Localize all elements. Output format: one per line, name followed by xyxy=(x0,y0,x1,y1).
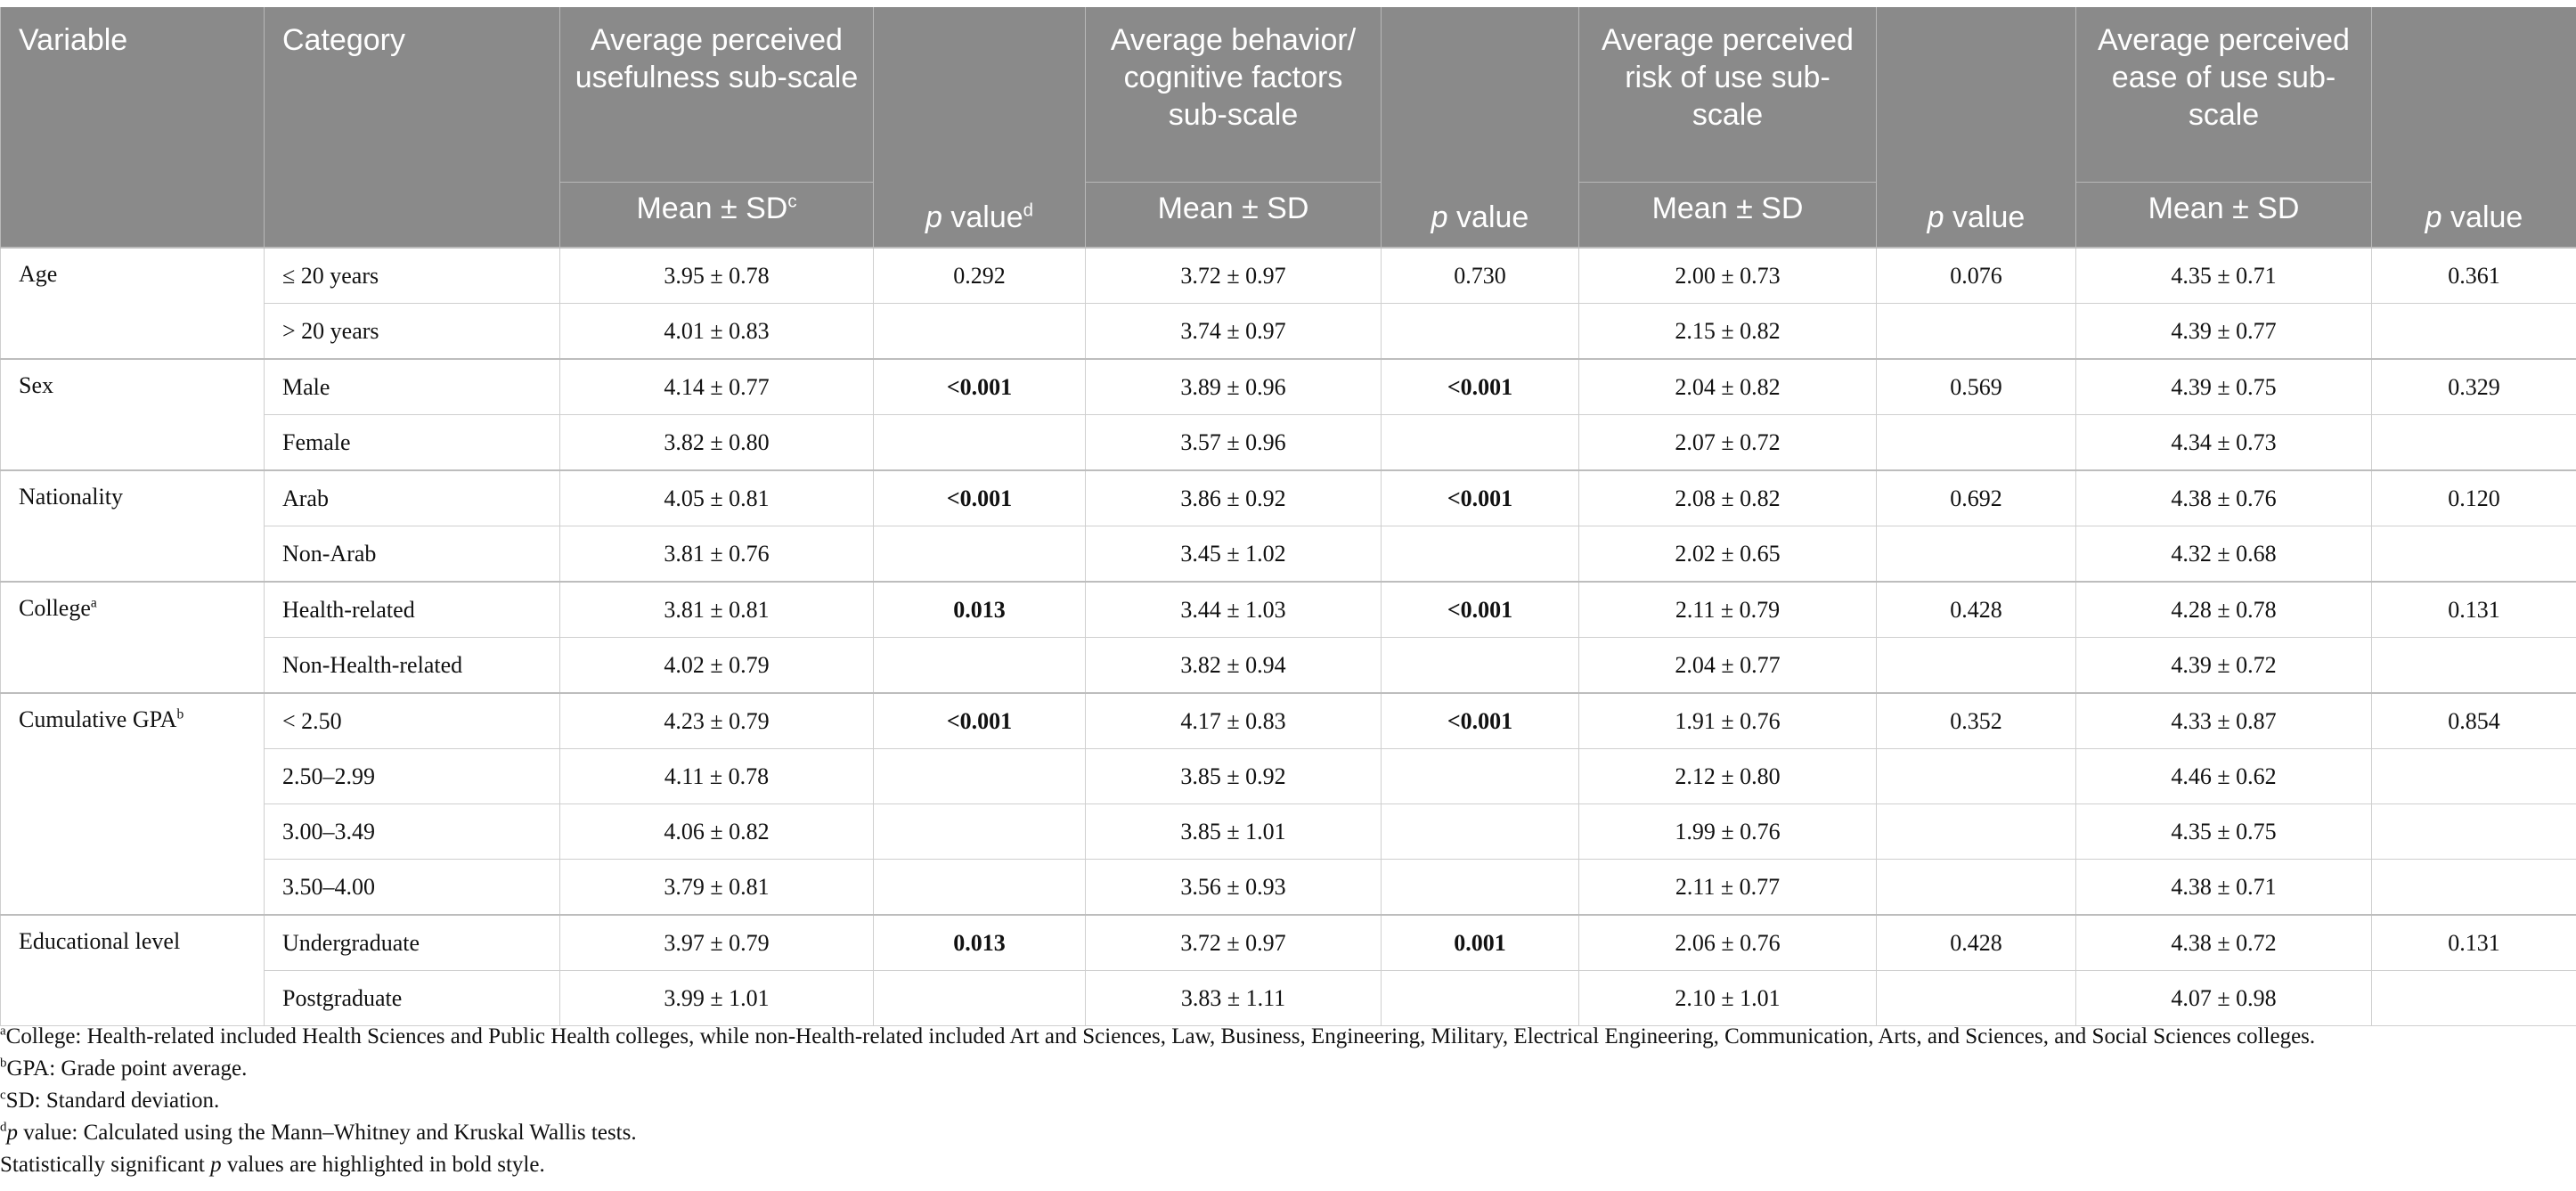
cell-behavior-mean: 3.82 ± 0.94 xyxy=(1086,638,1382,694)
table-row xyxy=(1,304,2576,360)
cell-ease-p: 0.120 xyxy=(2372,470,2576,526)
cell-risk-mean: 2.15 ± 0.82 xyxy=(1579,304,1877,360)
header-p-value-1: p value$^d$ xyxy=(874,7,1086,248)
cell-risk-p: 0.428 xyxy=(1877,582,2076,638)
cell-ease-p: 0.329 xyxy=(2372,359,2576,415)
table-row xyxy=(1,248,2576,304)
table-row xyxy=(1,359,2576,415)
cell-behavior-mean: 3.85 ± 0.92 xyxy=(1086,749,1382,804)
cell-usefulness-mean: 4.02 ± 0.79 xyxy=(560,638,874,694)
cell-usefulness-p: <0.001 xyxy=(874,470,1086,526)
cell-ease-p xyxy=(2372,749,2576,804)
cell-usefulness-p xyxy=(874,860,1086,916)
cell-behavior-mean: 3.89 ± 0.96 xyxy=(1086,359,1382,415)
cell-behavior-p: <0.001 xyxy=(1382,470,1579,526)
cell-variable: Age xyxy=(1,248,265,359)
cell-usefulness-p: 0.292 xyxy=(874,248,1086,304)
cell-ease-mean: 4.38 ± 0.76 xyxy=(2076,470,2372,526)
footnote-significance: Statistically significant p values are highlighted in bold style. xyxy=(0,1153,545,1177)
cell-usefulness-p xyxy=(874,304,1086,360)
cell-behavior-p: <0.001 xyxy=(1382,693,1579,749)
cell-ease-p: 0.131 xyxy=(2372,582,2576,638)
header-group-behavior: Average behavior/ cognitive factors sub-scale xyxy=(1086,7,1382,183)
cell-category: Undergraduate xyxy=(265,915,560,971)
cell-risk-p xyxy=(1877,860,2076,916)
header-p-value-3: p value xyxy=(1877,7,2076,248)
cell-ease-p: 0.131 xyxy=(2372,915,2576,971)
cell-ease-mean: 4.39 ± 0.77 xyxy=(2076,304,2372,360)
cell-variable: Nationality xyxy=(1,470,265,582)
table-row xyxy=(1,638,2576,694)
header-p-value-2: p value xyxy=(1382,7,1579,248)
cell-risk-mean: 2.08 ± 0.82 xyxy=(1579,470,1877,526)
cell-risk-p xyxy=(1877,304,2076,360)
cell-usefulness-p: <0.001 xyxy=(874,359,1086,415)
cell-risk-mean: 2.07 ± 0.72 xyxy=(1579,415,1877,471)
table-row xyxy=(1,582,2576,638)
cell-risk-mean: 2.11 ± 0.79 xyxy=(1579,582,1877,638)
table-body xyxy=(1,248,2576,1026)
cell-behavior-p xyxy=(1382,749,1579,804)
header-mean-sd-4: Mean ± SD xyxy=(2076,183,2372,249)
cell-category: < 2.50 xyxy=(265,693,560,749)
cell-risk-p: 0.352 xyxy=(1877,693,2076,749)
table-row xyxy=(1,415,2576,471)
cell-behavior-p xyxy=(1382,971,1579,1026)
header-variable: Variable xyxy=(1,7,265,248)
cell-behavior-mean: 4.17 ± 0.83 xyxy=(1086,693,1382,749)
cell-risk-p xyxy=(1877,971,2076,1026)
cell-risk-p: 0.569 xyxy=(1877,359,2076,415)
footnotes xyxy=(0,1021,2315,1181)
cell-category: 3.50–4.00 xyxy=(265,860,560,916)
cell-usefulness-mean: 3.95 ± 0.78 xyxy=(560,248,874,304)
cell-ease-p: 0.854 xyxy=(2372,693,2576,749)
cell-category: Male xyxy=(265,359,560,415)
cell-usefulness-mean: 3.79 ± 0.81 xyxy=(560,860,874,916)
cell-behavior-p xyxy=(1382,415,1579,471)
cell-variable: Cumulative GPA$^b$ xyxy=(1,693,265,915)
cell-risk-mean: 2.12 ± 0.80 xyxy=(1579,749,1877,804)
header-p-value-4: p value xyxy=(2372,7,2576,248)
cell-category: > 20 years xyxy=(265,304,560,360)
cell-behavior-mean: 3.57 ± 0.96 xyxy=(1086,415,1382,471)
footnote-b: $^b$GPA: Grade point average. xyxy=(0,1056,248,1081)
cell-risk-mean: 2.10 ± 1.01 xyxy=(1579,971,1877,1026)
cell-usefulness-mean: 4.11 ± 0.78 xyxy=(560,749,874,804)
cell-behavior-mean: 3.45 ± 1.02 xyxy=(1086,526,1382,583)
header-mean-sd-2: Mean ± SD xyxy=(1086,183,1382,249)
cell-behavior-p xyxy=(1382,638,1579,694)
cell-ease-p xyxy=(2372,860,2576,916)
cell-ease-mean: 4.33 ± 0.87 xyxy=(2076,693,2372,749)
cell-usefulness-mean: 4.01 ± 0.83 xyxy=(560,304,874,360)
cell-ease-p: 0.361 xyxy=(2372,248,2576,304)
cell-usefulness-mean: 3.81 ± 0.81 xyxy=(560,582,874,638)
cell-risk-p xyxy=(1877,638,2076,694)
header-mean-sd-3: Mean ± SD xyxy=(1579,183,1877,249)
cell-category: Non-Health-related xyxy=(265,638,560,694)
cell-behavior-p xyxy=(1382,860,1579,916)
cell-risk-mean: 1.99 ± 0.76 xyxy=(1579,804,1877,860)
table-row xyxy=(1,749,2576,804)
cell-behavior-mean: 3.56 ± 0.93 xyxy=(1086,860,1382,916)
cell-usefulness-p xyxy=(874,804,1086,860)
cell-risk-mean: 2.06 ± 0.76 xyxy=(1579,915,1877,971)
results-table xyxy=(0,7,2576,1026)
cell-category: 3.00–3.49 xyxy=(265,804,560,860)
cell-ease-p xyxy=(2372,804,2576,860)
cell-behavior-mean: 3.85 ± 1.01 xyxy=(1086,804,1382,860)
cell-usefulness-p: 0.013 xyxy=(874,582,1086,638)
cell-usefulness-p xyxy=(874,415,1086,471)
cell-behavior-mean: 3.72 ± 0.97 xyxy=(1086,915,1382,971)
cell-behavior-mean: 3.74 ± 0.97 xyxy=(1086,304,1382,360)
cell-category: Non-Arab xyxy=(265,526,560,583)
header-group-ease: Average perceived ease of use sub-scale xyxy=(2076,7,2372,183)
cell-ease-mean: 4.39 ± 0.75 xyxy=(2076,359,2372,415)
cell-risk-p: 0.428 xyxy=(1877,915,2076,971)
cell-behavior-mean: 3.83 ± 1.11 xyxy=(1086,971,1382,1026)
cell-risk-p: 0.076 xyxy=(1877,248,2076,304)
cell-usefulness-p xyxy=(874,749,1086,804)
cell-ease-mean: 4.38 ± 0.71 xyxy=(2076,860,2372,916)
header-mean-sd-1: Mean ± $SD^c$ xyxy=(560,183,874,249)
cell-category: 2.50–2.99 xyxy=(265,749,560,804)
table-row xyxy=(1,470,2576,526)
cell-ease-p xyxy=(2372,971,2576,1026)
table-row xyxy=(1,860,2576,916)
cell-variable: Sex xyxy=(1,359,265,470)
cell-usefulness-mean: 4.14 ± 0.77 xyxy=(560,359,874,415)
header-group-risk: Average perceived risk of use sub-scale xyxy=(1579,7,1877,183)
cell-ease-mean: 4.39 ± 0.72 xyxy=(2076,638,2372,694)
cell-behavior-p xyxy=(1382,804,1579,860)
cell-ease-mean: 4.38 ± 0.72 xyxy=(2076,915,2372,971)
cell-usefulness-p xyxy=(874,638,1086,694)
cell-usefulness-p xyxy=(874,971,1086,1026)
table-row xyxy=(1,804,2576,860)
cell-behavior-mean: 3.72 ± 0.97 xyxy=(1086,248,1382,304)
cell-usefulness-mean: 3.97 ± 0.79 xyxy=(560,915,874,971)
cell-risk-p: 0.692 xyxy=(1877,470,2076,526)
cell-usefulness-p: 0.013 xyxy=(874,915,1086,971)
header-category: Category xyxy=(265,7,560,248)
cell-usefulness-mean: 4.06 ± 0.82 xyxy=(560,804,874,860)
cell-risk-mean: 2.00 ± 0.73 xyxy=(1579,248,1877,304)
cell-usefulness-mean: 3.99 ± 1.01 xyxy=(560,971,874,1026)
cell-ease-mean: 4.32 ± 0.68 xyxy=(2076,526,2372,583)
header-group-usefulness: Average perceived usefulness sub-scale xyxy=(560,7,874,183)
cell-behavior-mean: 3.44 ± 1.03 xyxy=(1086,582,1382,638)
cell-behavior-p: <0.001 xyxy=(1382,359,1579,415)
footnote-c: $^c$SD: Standard deviation. xyxy=(0,1088,220,1113)
table-row xyxy=(1,526,2576,583)
cell-ease-mean: 4.46 ± 0.62 xyxy=(2076,749,2372,804)
footnote-a: $^a$College: Health-related included Health Sciences and Public Health colleges, while non-Health-related included Art and Sciences, Law, Business, Engineering, Military, Electrical Engineering, Communication, Arts, and Sciences, and Social Sciences colleges. xyxy=(0,1024,2316,1048)
cell-risk-p xyxy=(1877,415,2076,471)
cell-risk-mean: 2.11 ± 0.77 xyxy=(1579,860,1877,916)
cell-behavior-p: <0.001 xyxy=(1382,582,1579,638)
table-row xyxy=(1,693,2576,749)
cell-variable: College$^a$ xyxy=(1,582,265,693)
cell-ease-mean: 4.28 ± 0.78 xyxy=(2076,582,2372,638)
cell-usefulness-mean: 3.82 ± 0.80 xyxy=(560,415,874,471)
table-row xyxy=(1,915,2576,971)
cell-risk-p xyxy=(1877,526,2076,583)
cell-ease-mean: 4.34 ± 0.73 xyxy=(2076,415,2372,471)
cell-ease-p xyxy=(2372,526,2576,583)
cell-category: Postgraduate xyxy=(265,971,560,1026)
cell-behavior-p: 0.730 xyxy=(1382,248,1579,304)
cell-risk-mean: 2.04 ± 0.77 xyxy=(1579,638,1877,694)
cell-risk-p xyxy=(1877,804,2076,860)
cell-ease-p xyxy=(2372,415,2576,471)
cell-category: ≤ 20 years xyxy=(265,248,560,304)
cell-variable: Educational level xyxy=(1,915,265,1026)
cell-risk-mean: 2.02 ± 0.65 xyxy=(1579,526,1877,583)
cell-ease-p xyxy=(2372,638,2576,694)
footnote-d: $^d$p value: Calculated using the Mann–Whitney and Kruskal Wallis tests. xyxy=(0,1120,637,1145)
table-header xyxy=(1,7,2576,248)
cell-category: Female xyxy=(265,415,560,471)
cell-usefulness-mean: 4.05 ± 0.81 xyxy=(560,470,874,526)
cell-risk-p xyxy=(1877,749,2076,804)
cell-behavior-p xyxy=(1382,304,1579,360)
table-row xyxy=(1,971,2576,1026)
cell-ease-p xyxy=(2372,304,2576,360)
cell-usefulness-p xyxy=(874,526,1086,583)
cell-behavior-p: 0.001 xyxy=(1382,915,1579,971)
cell-ease-mean: 4.35 ± 0.71 xyxy=(2076,248,2372,304)
cell-behavior-p xyxy=(1382,526,1579,583)
cell-ease-mean: 4.35 ± 0.75 xyxy=(2076,804,2372,860)
cell-ease-mean: 4.07 ± 0.98 xyxy=(2076,971,2372,1026)
cell-risk-mean: 1.91 ± 0.76 xyxy=(1579,693,1877,749)
cell-usefulness-p: <0.001 xyxy=(874,693,1086,749)
cell-behavior-mean: 3.86 ± 0.92 xyxy=(1086,470,1382,526)
cell-risk-mean: 2.04 ± 0.82 xyxy=(1579,359,1877,415)
cell-category: Health-related xyxy=(265,582,560,638)
cell-usefulness-mean: 4.23 ± 0.79 xyxy=(560,693,874,749)
cell-category: Arab xyxy=(265,470,560,526)
cell-usefulness-mean: 3.81 ± 0.76 xyxy=(560,526,874,583)
